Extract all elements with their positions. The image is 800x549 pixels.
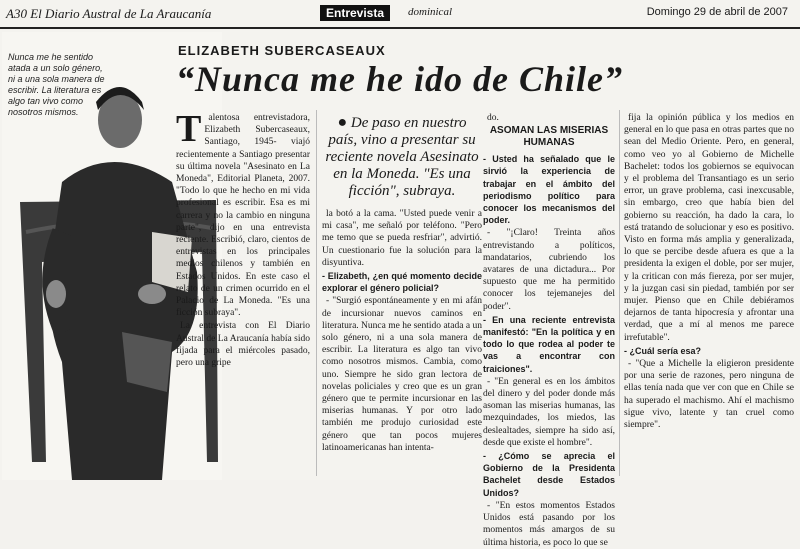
article-column-3 xyxy=(483,112,615,548)
header-rule xyxy=(0,27,800,29)
interview-question: - Elizabeth, ¿en qué momento decide explorar el género policial? xyxy=(322,271,482,294)
paragraph: la botó a la cama. "Usted puede venir a mi casa", me señaló por teléfono. "Pero me temo que se pueda resfriar", advirtió. Un cuestionario fue la solución para la disyuntiva. xyxy=(322,209,482,268)
article-kicker: ELIZABETH SUBERCASEAUX xyxy=(178,43,386,58)
paragraph: - "En estos momentos Estados Unidos está pasando por los momentos más amargos de su última historia, es poco lo que se xyxy=(483,500,615,548)
paragraph: - "En general es en los ámbitos del dinero y del poder donde más asoman las miserias humanas, las mezquindades, los miedos, las deslealtades, siempre ha sido así, desde que existe el hombre". xyxy=(483,376,615,448)
article-column-2 xyxy=(322,208,482,474)
paragraph: La entrevista con El Diario Austral de La Araucanía había sido fijada para el miércoles pasado, pero una gripe xyxy=(176,321,310,369)
pull-quote-text: De paso en nuestro país, vino a presentar su reciente novela Asesinato en la Moneda. "Es una ficción", subraya. xyxy=(325,115,479,199)
column-divider xyxy=(619,110,620,476)
page-number-masthead: A30 El Diario Austral de La Araucanía xyxy=(6,6,212,21)
section-tag: Entrevista xyxy=(320,5,390,21)
bullet-icon: ● xyxy=(337,114,348,131)
interview-question: - Usted ha señalado que le sirvió la experiencia de trabajar en el ámbito del periodismo político para conocer los mecanismos del poder. xyxy=(483,154,615,226)
column-divider xyxy=(316,110,317,476)
paragraph: - "Surgió espontáneamente y en mi afán de incursionar nuevos caminos en literatura. Nunca me he sentido atada a un solo género, ni a una sola manera de escribir. La literatura es algo tan vivo como nosotros mismos. Cambia, como uno. Siempre he sido gran lectora de novelas policiales y creo que es un gran género que te permite incursionar en las miserias humanas. Y por otro lado también me produjo curiosidad este género que tan pocos mujeres latinoamericanas han intenta- xyxy=(322,296,482,453)
pull-quote xyxy=(322,114,482,200)
section-heading: ASOMAN LAS MISERIAS HUMANAS xyxy=(489,125,609,149)
article-column-4 xyxy=(624,112,794,476)
paragraph: alentosa entrevistadora, Elizabeth Subercaseaux, Santiago, 1945- viajó recientemente a Santiago presentar su última novela "Asesinato en La Moneda", Editorial Planeta, 2007. "Todo lo que he hecho en mi vida profesional es escribir. Esa es mi carrera y no la cambio en ninguna parte", dijo en una entrevista reciente. Escribió, claro, cientos de entrevistas en los principales medios chilenos y también en Estados Unidos. En este caso el relato de un crimen ocurrido en el Palacio de La Moneda. "Es una ficción subraya". xyxy=(176,113,310,319)
paragraph: - "Que a Michelle la eligieron presidente por una serie de razones, pero ninguna de ellas tenía nada que ver con que en Chile se ha superado el machismo. Ahí el machismo sigue vivo, latente y tan cruel como siempre". xyxy=(624,359,794,431)
article-headline: “Nunca me he ido de Chile” xyxy=(176,59,623,99)
paragraph: - "¡Claro! Treinta años entrevistando a políticos, mandatarios, cubriendo los avatares de una dictadura... Por supuesto que me ha permitido conocer los tejemanejes del poder". xyxy=(483,228,615,312)
article-column-1 xyxy=(176,108,310,476)
photo-caption: Nunca me he sentido atada a un solo género, ni a una sola manera de escribir. La literatura es algo tan vivo como nosotros mismos. xyxy=(8,52,105,117)
section-subtitle: dominical xyxy=(408,6,452,18)
interview-question: - ¿Cómo se aprecia el Gobierno de la Presidenta Bachelet desde Estados Unidos? xyxy=(483,451,615,498)
paragraph: fija la opinión pública y los medios en general en lo que pasa en otras partes que no sean del Medio Oriente. Pero, en general, como veo yo al Gobierno de Michelle Bachelet: todos los gobiernos se equivocan y el problema del Transantiago es un serio error, un grave problema, casi inexcusable, sin embargo, creo que había bien del gobierno su reacción, ha dado la cara, lo está tratando de solucionar y eso es positivo. Visto en forma más amplia y generalizada, lo que se percibe desde afuera es que a la presidenta la exigen el doble, por ser mujer, y la critican con más fiereza, por ser mujer, y la juzgan casi sin piedad, también por ser mujer. Pienso que en Chile debiéramos dejarnos de tanta hipocresía y afrontar una verdad, que a mí al menos me parece irrefutable". xyxy=(624,113,794,343)
drop-cap: T xyxy=(176,108,202,150)
paragraph: do. xyxy=(487,113,499,123)
interview-question: - ¿Cuál sería esa? xyxy=(624,345,702,356)
issue-date: Domingo 29 de abril de 2007 xyxy=(646,6,788,18)
interview-question: - En una reciente entrevista manifestó: "En la política y en todo lo que rodea al poder te vas a encontrar con traiciones". xyxy=(483,314,615,374)
